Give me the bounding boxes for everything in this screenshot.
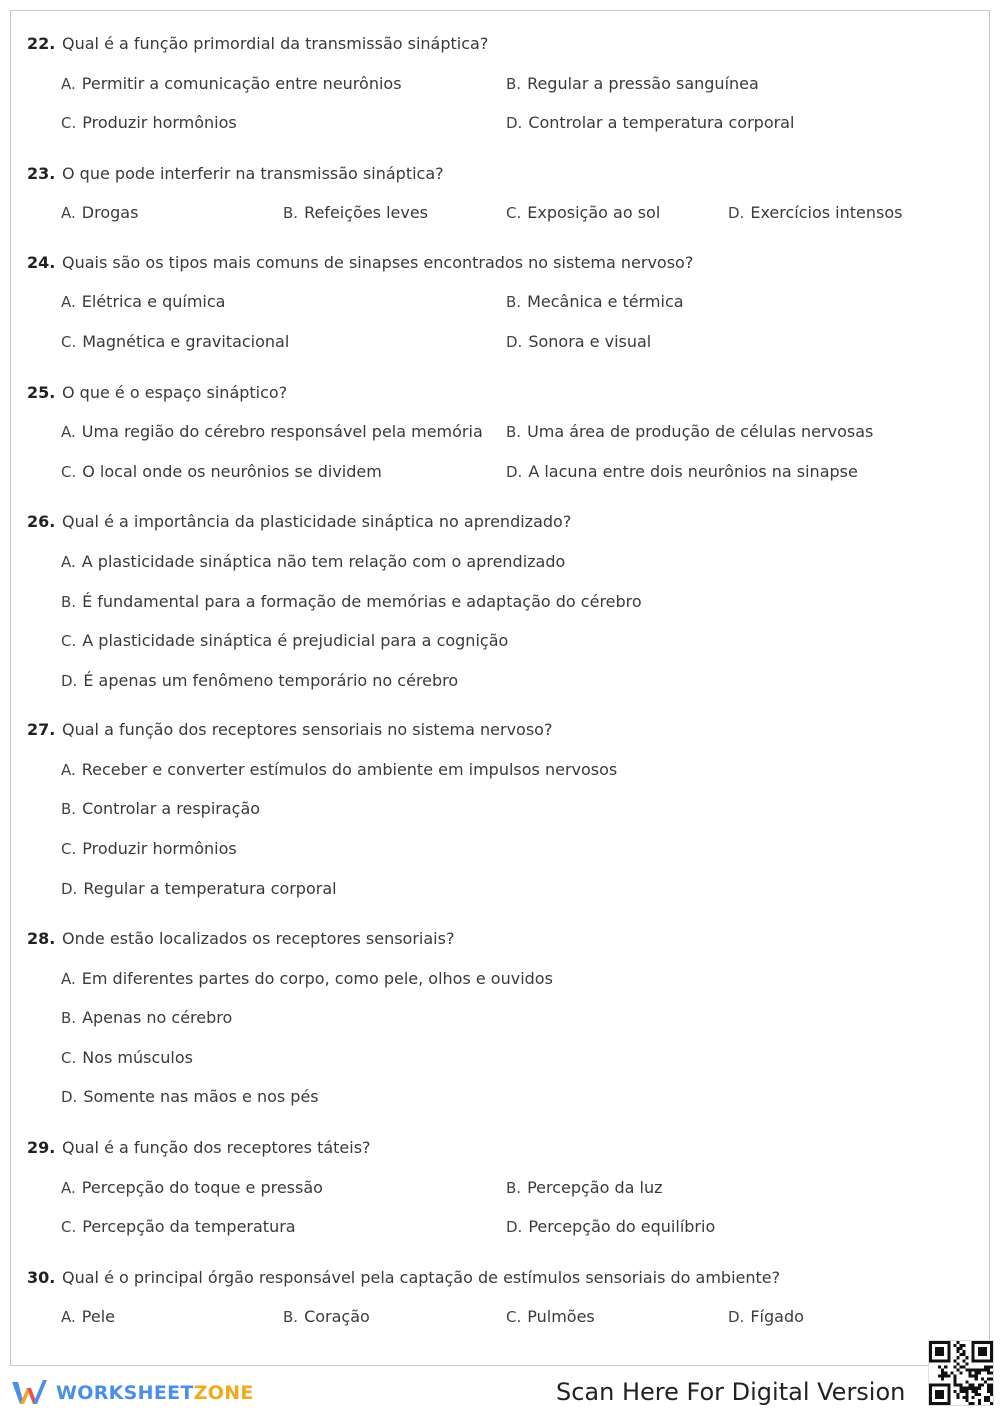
option-a[interactable]: A. Elétrica e química [61,292,226,311]
option-b[interactable]: B. É fundamental para a formação de memórias e adaptação do cérebro [61,592,642,611]
option-d[interactable]: D. Regular a temperatura corporal [61,879,337,898]
question-text: Qual a função dos receptores sensoriais no sistema nervoso? [62,720,553,739]
question-26 [11,512,991,552]
option-d[interactable]: D. Sonora e visual [506,332,652,351]
option-c[interactable]: C. Produzir hormônios [61,839,237,858]
option-d[interactable]: D. A lacuna entre dois neurônios na sinapse [506,462,858,481]
option-c[interactable]: C. A plasticidade sináptica é prejudicial para a cognição [61,631,509,650]
option-b[interactable]: B. Controlar a respiração [61,799,261,818]
option-d[interactable]: D. Percepção do equilíbrio [506,1217,716,1236]
option-a[interactable]: A. Drogas [61,203,139,222]
option-a[interactable]: A. Pele [61,1307,115,1326]
question-text: Qual é a função dos receptores táteis? [62,1138,371,1157]
option-d[interactable]: D. Exercícios intensos [728,203,903,222]
scan-text: Scan Here For Digital Version [556,1378,906,1406]
question-text: Onde estão localizados os receptores sensoriais? [62,929,455,948]
worksheet-page [10,10,990,1366]
option-c[interactable]: C. Produzir hormônios [61,113,237,132]
option-a[interactable]: A. Uma região do cérebro responsável pela memória [61,422,483,441]
worksheetzone-logo[interactable] [10,1378,254,1408]
qr-code-icon[interactable] [928,1340,994,1406]
option-b[interactable]: B. Refeições leves [283,203,429,222]
question-27 [11,720,991,760]
option-b[interactable]: B. Apenas no cérebro [61,1008,233,1027]
question-number: 22. [27,34,56,53]
qr-code-graphic [929,1341,993,1405]
option-c[interactable]: C. Pulmões [506,1307,595,1326]
question-text: Qual é a função primordial da transmissão sináptica? [62,34,489,53]
option-c[interactable]: C. Magnética e gravitacional [61,332,290,351]
option-b[interactable]: B. Coração [283,1307,370,1326]
question-24 [11,253,991,293]
question-number: 30. [27,1268,56,1287]
question-number: 26. [27,512,56,531]
question-28 [11,929,991,969]
question-number: 24. [27,253,56,272]
page-footer [0,1366,1000,1414]
question-text: Qual é a importância da plasticidade sináptica no aprendizado? [62,512,572,531]
question-number: 28. [27,929,56,948]
worksheetzone-logo-icon [10,1378,50,1408]
option-b[interactable]: B. Mecânica e térmica [506,292,684,311]
option-a[interactable]: A. Receber e converter estímulos do ambiente em impulsos nervosos [61,760,618,779]
option-b[interactable]: B. Percepção da luz [506,1178,663,1197]
option-a[interactable]: A. A plasticidade sináptica não tem relação com o aprendizado [61,552,566,571]
question-text: Quais são os tipos mais comuns de sinapses encontrados no sistema nervoso? [62,253,694,272]
question-text: O que é o espaço sináptico? [62,383,288,402]
option-d[interactable]: D. Controlar a temperatura corporal [506,113,795,132]
question-number: 27. [27,720,56,739]
question-22 [11,34,991,74]
option-d[interactable]: D. Somente nas mãos e nos pés [61,1087,319,1106]
option-c[interactable]: C. Nos músculos [61,1048,193,1067]
option-a[interactable]: A. Em diferentes partes do corpo, como pele, olhos e ouvidos [61,969,553,988]
option-c[interactable]: C. O local onde os neurônios se dividem [61,462,382,481]
question-text: Qual é o principal órgão responsável pela captação de estímulos sensoriais do ambiente? [62,1268,781,1287]
question-text: O que pode interferir na transmissão sináptica? [62,164,444,183]
option-a[interactable]: A. Permitir a comunicação entre neurônios [61,74,402,93]
question-number: 29. [27,1138,56,1157]
option-b[interactable]: B. Regular a pressão sanguínea [506,74,759,93]
option-c[interactable]: C. Percepção da temperatura [61,1217,296,1236]
option-d[interactable]: D. É apenas um fenômeno temporário no cérebro [61,671,459,690]
option-a[interactable]: A. Percepção do toque e pressão [61,1178,323,1197]
question-number: 23. [27,164,56,183]
question-number: 25. [27,383,56,402]
option-d[interactable]: D. Fígado [728,1307,804,1326]
question-25 [11,383,991,423]
logo-text: WORKSHEETZONE [56,1382,254,1404]
option-c[interactable]: C. Exposição ao sol [506,203,661,222]
question-29 [11,1138,991,1178]
option-b[interactable]: B. Uma área de produção de células nervosas [506,422,874,441]
question-23 [11,164,991,204]
question-30 [11,1268,991,1308]
